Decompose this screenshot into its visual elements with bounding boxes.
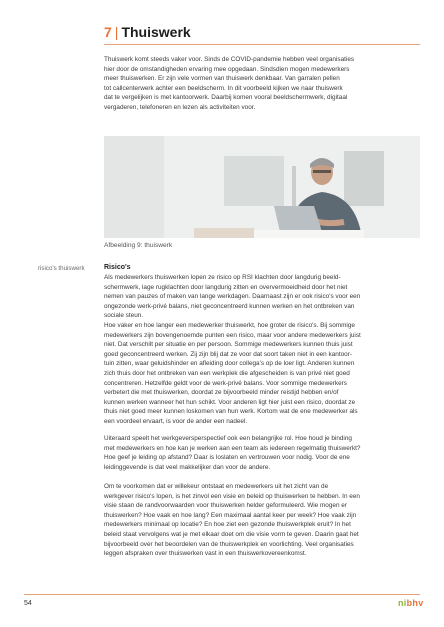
chapter-title	[104, 24, 191, 40]
figure-photo	[104, 136, 420, 238]
section-paragraph-1: Als medewerkers thuiswerken lopen ze risico op RSI klachten door langdurig beeld- schermwerk, lage rugklachten door langdurig zitten en oververmoeidheid door het niet nemen van pauzes of maken van lange werkdagen. Daarnaast zijn er ook risico's voor een ongezonde werk-privé balans, niet geconcentreerd kunnen werken en het ontbreken van sociale steun. Hoe vaker en hoe langer een medewerker thuiswerkt, hoe groter de risico's. Bij sommige medewerkers zijn bovengenoemde punten een risico, maar voor andere medewerkers juist niet. Dat verschilt per situatie en per persoon. Sommige medewerkers kunnen thuis juist goed geconcentreerd werken. Zij zijn blij dat ze voor dat soort taken niet in een kantoor- tuin zitten, waar geluidshinder en afleiding door collega's op de loer ligt. Anderen kunnen zich thuis door het ontbreken van een werkplek die afgescheiden is van privé niet goed concentreren. Hetzelfde geldt voor de werk-privé balans. Voor sommige medewerkers verbetert die met thuiswerken, doordat ze bijvoorbeeld minder reistijd hebben en/of kunnen werken wanneer het hun schikt. Voor anderen ligt hier juist een risico, doordat ze thuis niet goed meer kunnen loskomen van hun werk. Kortom wat de ene medewerker als een voordeel ervaart, is voor de ander een nadeel.	[104, 274, 361, 425]
page-number: 54	[24, 600, 32, 607]
chapter-number: 7	[104, 24, 112, 40]
sidebar-label: risico's thuiswerk	[38, 265, 85, 272]
section-paragraph-2: Uiteraard speelt het werkgeversperspectief ook een belangrijke rol. Hoe houd je binding met medewerkers en hoe kan je werken aan een team als iedereen regelmatig thuiswerkt? Hoe geef je leiding op afstand? Daar is loslaten en vertrouwen voor nodig. Voor de ene leidinggevende is dat veel makkelijker dan voor de andere.	[104, 435, 361, 471]
section-heading: Risico's	[104, 264, 131, 271]
chapter-rule	[104, 44, 420, 45]
photo-illustration	[104, 136, 420, 238]
figure-caption: Afbeelding 9: thuiswerk	[104, 242, 173, 249]
chapter-separator: |	[114, 24, 119, 40]
logo-prefix: ni	[398, 598, 407, 608]
footer-rule	[24, 594, 420, 595]
nibhv-logo	[398, 598, 424, 608]
logo-suffix: bhv	[406, 598, 424, 608]
chapter-name: Thuiswerk	[121, 24, 191, 40]
intro-paragraph: Thuiswerk komt steeds vaker voor. Sinds de COVID-pandemie hebben veel organisaties hier door de omstandigheden ervaring mee opgedaan. Sindsdien mogen medewerkers meer thuiswerken. Er zijn vele vormen van thuiswerk denkbaar. Van garralen pellen tot callcenterwerk achter een beeldscherm. In dit voorbeeld kijken we naar thuiswerk dat te vergelijken is met kantoorwerk. Daarbij komen vooral beeldschermwerk, digitaal vergaderen, telefoneren en lezen als activiteiten voor.	[104, 56, 355, 111]
section-paragraph-3: Om te voorkomen dat er willekeur ontstaat en medewerkers uit het zicht van de werkgever risico's lopen, is het zinvol een visie en beleid op thuiswerken te hebben. In een visie staan de randvoorwaarden voor thuiswerken helder geformuleerd. Wie mogen er thuiswerken? Hoe vaak en hoe lang? Een maximaal aantal keer per week? Hoe vaak zijn medewerkers minimaal op locatie? En hoe ziet een gezonde thuiswerkplek eruit? In het beleid staat vervolgens wat je met elkaar doet om die visie vorm te geven. Daarin gaat het bijvoorbeeld over het beoordelen van de thuiswerkplek en voorlichting. Veel organisaties leggen afspraken over thuiswerken vast in een thuiswerkovereenkomst.	[104, 483, 360, 558]
